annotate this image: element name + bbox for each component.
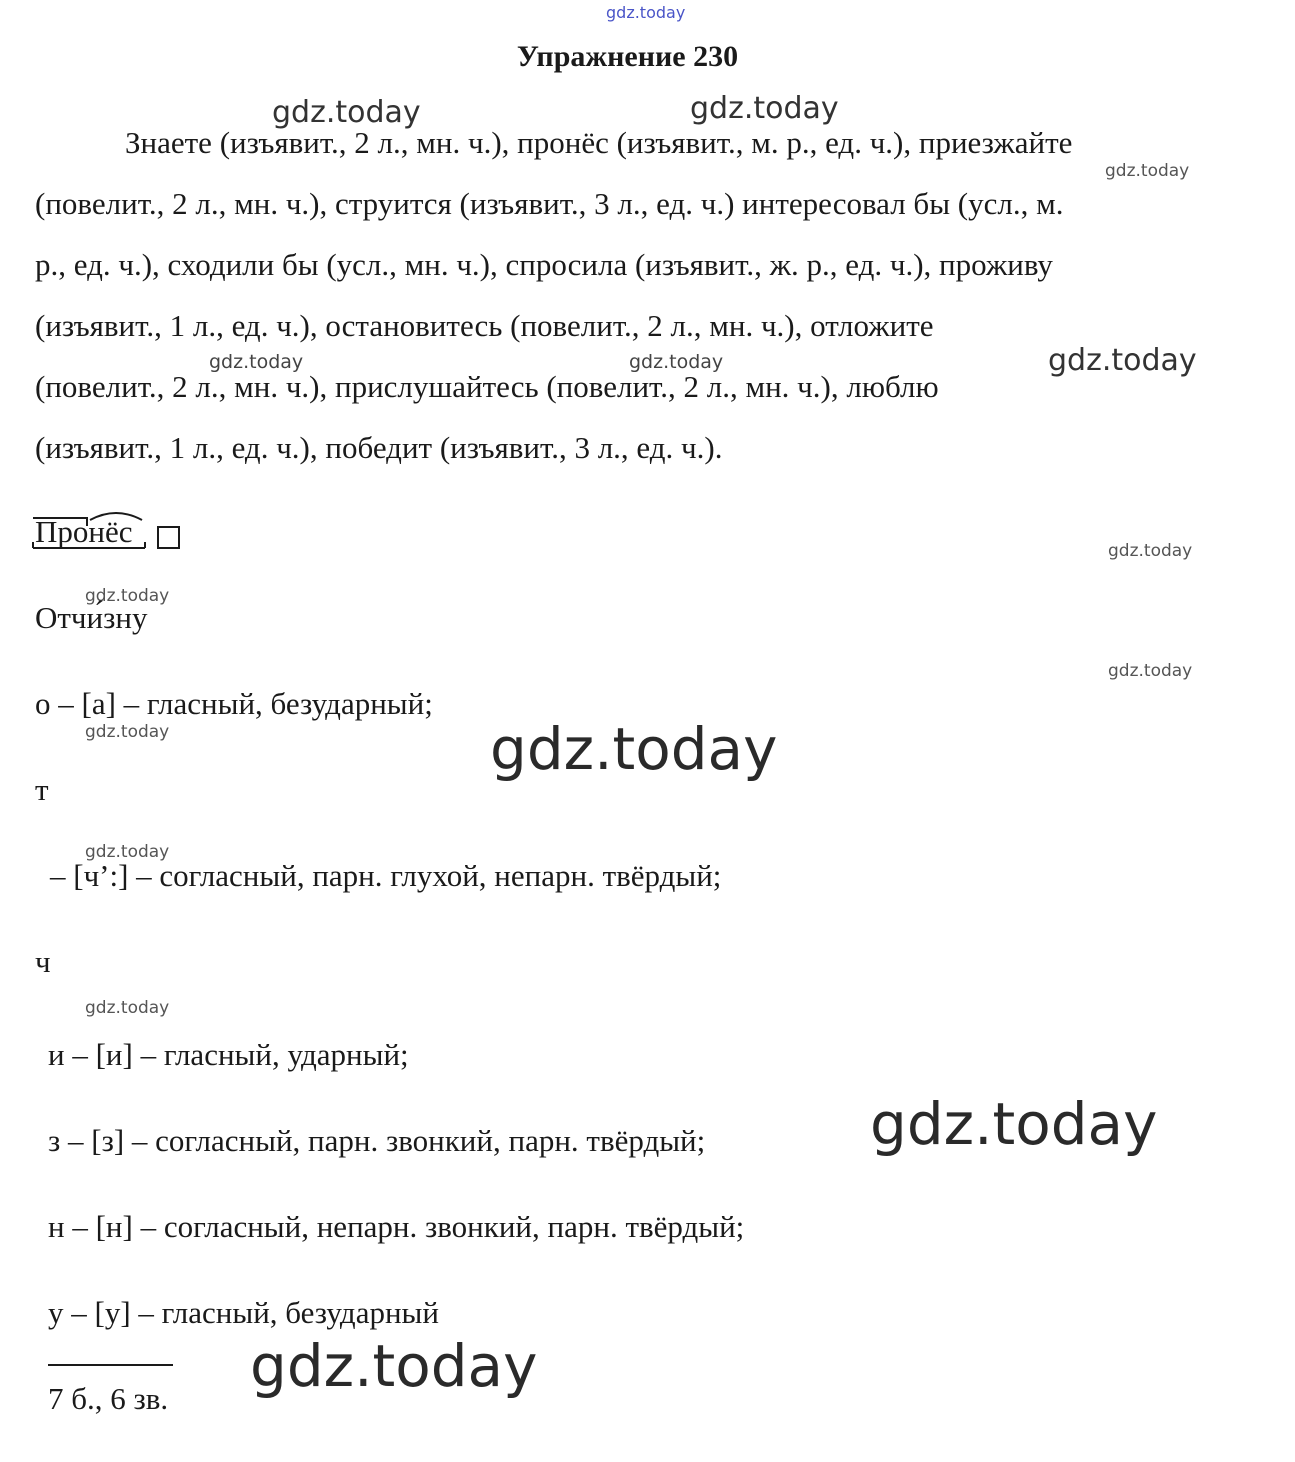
exercise-title: Упражнение 230 — [516, 40, 739, 73]
watermark: gdz.today — [1048, 343, 1197, 378]
phonetic-line: з – [з] – согласный, парн. звонкий, парн. твёрдый; — [48, 1123, 706, 1158]
paragraph-line: (изъявит., 1 л., ед. ч.), остановитесь (повелит., 2 л., мн. ч.), отложите — [35, 308, 934, 343]
watermark: gdz.today — [870, 1090, 1158, 1158]
watermark: gdz.today — [490, 715, 778, 783]
summary: 7 б., 6 зв. — [48, 1381, 169, 1416]
watermark: gdz.today — [629, 351, 724, 373]
paragraph-line: р., ед. ч.), сходили бы (усл., мн. ч.), спросила (изъявит., ж. р., ед. ч.), проживу — [35, 247, 1053, 282]
paragraph-line: (изъявит., 1 л., ед. ч.), победит (изъявит., 3 л., ед. ч.). — [35, 430, 723, 465]
phonetic-line: н – [н] – согласный, непарн. звонкий, парн. твёрдый; — [48, 1209, 745, 1244]
watermark: gdz.today — [85, 998, 170, 1018]
phonetic-word: Отчи́зну — [35, 600, 148, 635]
watermark: gdz.today — [85, 586, 170, 606]
paragraph-line: Знаете (изъявит., 2 л., мн. ч.), пронёс (изъявит., м. р., ед. ч.), приезжайте — [125, 125, 1073, 160]
morpheme-prefix: Про — [35, 514, 89, 549]
phonetic-line: ч — [35, 944, 51, 979]
summary-divider — [48, 1364, 173, 1366]
watermark: gdz.today — [272, 95, 421, 130]
paragraph-line: (повелит., 2 л., мн. ч.), струится (изъявит., 3 л., ед. ч.) интересовал бы (усл., м. — [35, 186, 1064, 221]
zero-ending-box — [157, 526, 180, 549]
phonetic-line: – [ч’:] – согласный, парн. глухой, непарн. твёрдый; — [50, 858, 722, 893]
watermark: gdz.today — [1108, 661, 1193, 681]
phonetic-line: у – [у] – гласный, безударный — [48, 1295, 439, 1330]
watermark: gdz.today — [209, 351, 304, 373]
watermark: gdz.today — [250, 1332, 538, 1400]
phonetic-line: т — [35, 772, 49, 807]
root-arc — [90, 513, 142, 520]
watermark: gdz.today — [85, 722, 170, 742]
phonetic-line: и – [и] – гласный, ударный; — [48, 1037, 409, 1072]
morpheme-marks — [30, 510, 160, 555]
prefix-bracket — [33, 518, 87, 526]
watermark: gdz.today — [1108, 541, 1193, 561]
watermark-top: gdz.today — [606, 3, 686, 22]
watermark: gdz.today — [85, 842, 170, 862]
watermark: gdz.today — [690, 91, 839, 126]
paragraph-line: (повелит., 2 л., мн. ч.), прислушайтесь (повелит., 2 л., мн. ч.), люблю — [35, 369, 939, 404]
morpheme-root: нёс — [88, 514, 133, 549]
phonetic-line: о – [а] – гласный, безударный; — [35, 686, 433, 721]
watermark: gdz.today — [1105, 161, 1190, 181]
